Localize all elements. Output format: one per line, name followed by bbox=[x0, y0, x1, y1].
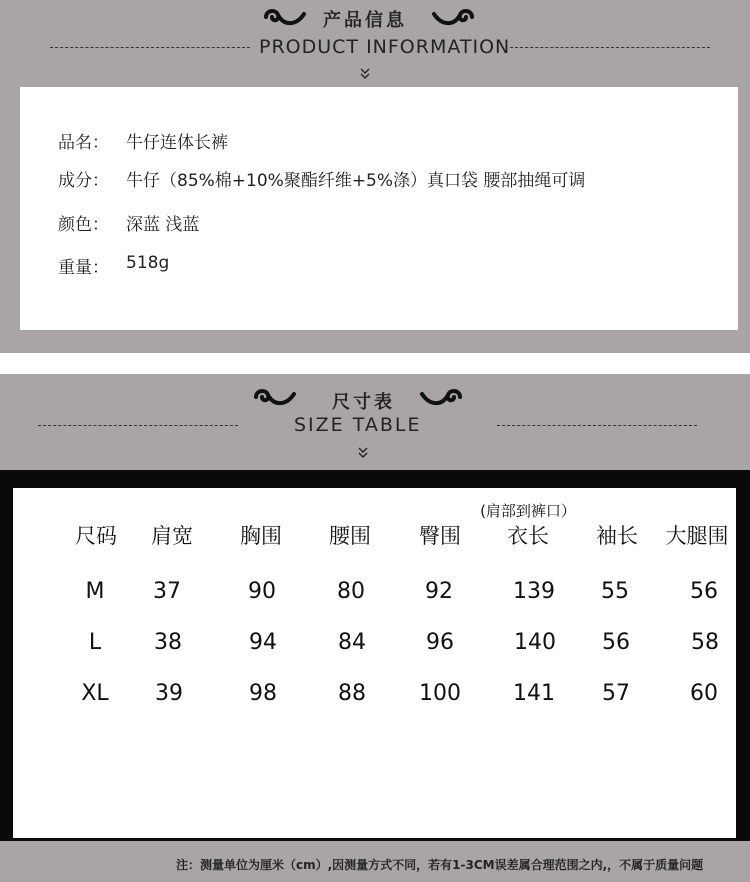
table-cell: 84 bbox=[338, 630, 366, 655]
table-cell: 56 bbox=[602, 630, 630, 655]
divider-right bbox=[497, 425, 697, 426]
product-title-en: PRODUCT INFORMATION bbox=[259, 36, 511, 58]
divider-left bbox=[50, 47, 250, 48]
right-ornament-icon bbox=[430, 6, 476, 28]
table-cell: 39 bbox=[155, 681, 183, 706]
left-ornament-icon bbox=[262, 6, 308, 28]
chevron-down-icon bbox=[356, 446, 370, 460]
measurement-note: 注：测量单位为厘米（cm）,因测量方式不同，若有1-3CM误差属合理范围之内,，不属于质量问题 bbox=[176, 858, 704, 872]
header-shoulder: 肩宽 bbox=[151, 524, 193, 548]
header-length: 衣长 bbox=[507, 524, 549, 548]
length-note: (肩部到裤口） bbox=[480, 502, 576, 520]
table-cell: M bbox=[85, 579, 105, 604]
table-cell: 92 bbox=[425, 579, 453, 604]
divider-left bbox=[38, 425, 238, 426]
product-info-card bbox=[20, 87, 738, 330]
product-title-row bbox=[0, 36, 750, 60]
header-thigh: 大腿围 bbox=[665, 524, 729, 548]
table-cell: 55 bbox=[601, 579, 629, 604]
size-title-row bbox=[0, 414, 750, 438]
field-label-material: 成分： bbox=[58, 171, 109, 191]
table-cell: 58 bbox=[691, 630, 719, 655]
table-cell: 141 bbox=[513, 681, 555, 706]
table-cell: 90 bbox=[248, 579, 276, 604]
field-value-name: 牛仔连体长裤 bbox=[126, 133, 228, 153]
product-title-cn: 产品信息 bbox=[323, 10, 407, 31]
right-ornament-icon bbox=[418, 386, 464, 408]
field-label-weight: 重量： bbox=[58, 258, 109, 278]
table-cell: L bbox=[88, 630, 102, 655]
header-sleeve: 袖长 bbox=[596, 524, 638, 548]
header-chest: 胸围 bbox=[240, 524, 282, 548]
field-label-name: 品名： bbox=[58, 133, 109, 153]
left-ornament-icon bbox=[252, 386, 298, 408]
table-cell: 88 bbox=[338, 681, 366, 706]
chevron-down-icon bbox=[358, 67, 372, 81]
header-hip: 臀围 bbox=[419, 524, 461, 548]
table-cell: 57 bbox=[602, 681, 630, 706]
field-value-weight: 518g bbox=[126, 253, 170, 273]
table-cell: 140 bbox=[514, 630, 556, 655]
table-cell: 80 bbox=[337, 579, 365, 604]
divider-right bbox=[510, 47, 710, 48]
size-title-en: SIZE TABLE bbox=[294, 414, 422, 436]
table-cell: 38 bbox=[154, 630, 182, 655]
table-cell: XL bbox=[81, 681, 109, 706]
table-cell: 60 bbox=[690, 681, 718, 706]
size-title-cn: 尺寸表 bbox=[332, 392, 395, 413]
table-cell: 56 bbox=[690, 579, 718, 604]
table-cell: 37 bbox=[153, 579, 181, 604]
table-cell: 94 bbox=[249, 630, 277, 655]
header-waist: 腰围 bbox=[329, 524, 371, 548]
header-size: 尺码 bbox=[75, 524, 117, 548]
table-cell: 96 bbox=[426, 630, 454, 655]
table-cell: 139 bbox=[513, 579, 555, 604]
field-label-color: 颜色： bbox=[58, 215, 109, 235]
field-value-color: 深蓝 浅蓝 bbox=[126, 215, 200, 235]
table-cell: 98 bbox=[249, 681, 277, 706]
table-cell: 100 bbox=[419, 681, 461, 706]
field-value-material: 牛仔（85%棉+10%聚酯纤维+5%涤）真口袋 腰部抽绳可调 bbox=[126, 171, 586, 191]
